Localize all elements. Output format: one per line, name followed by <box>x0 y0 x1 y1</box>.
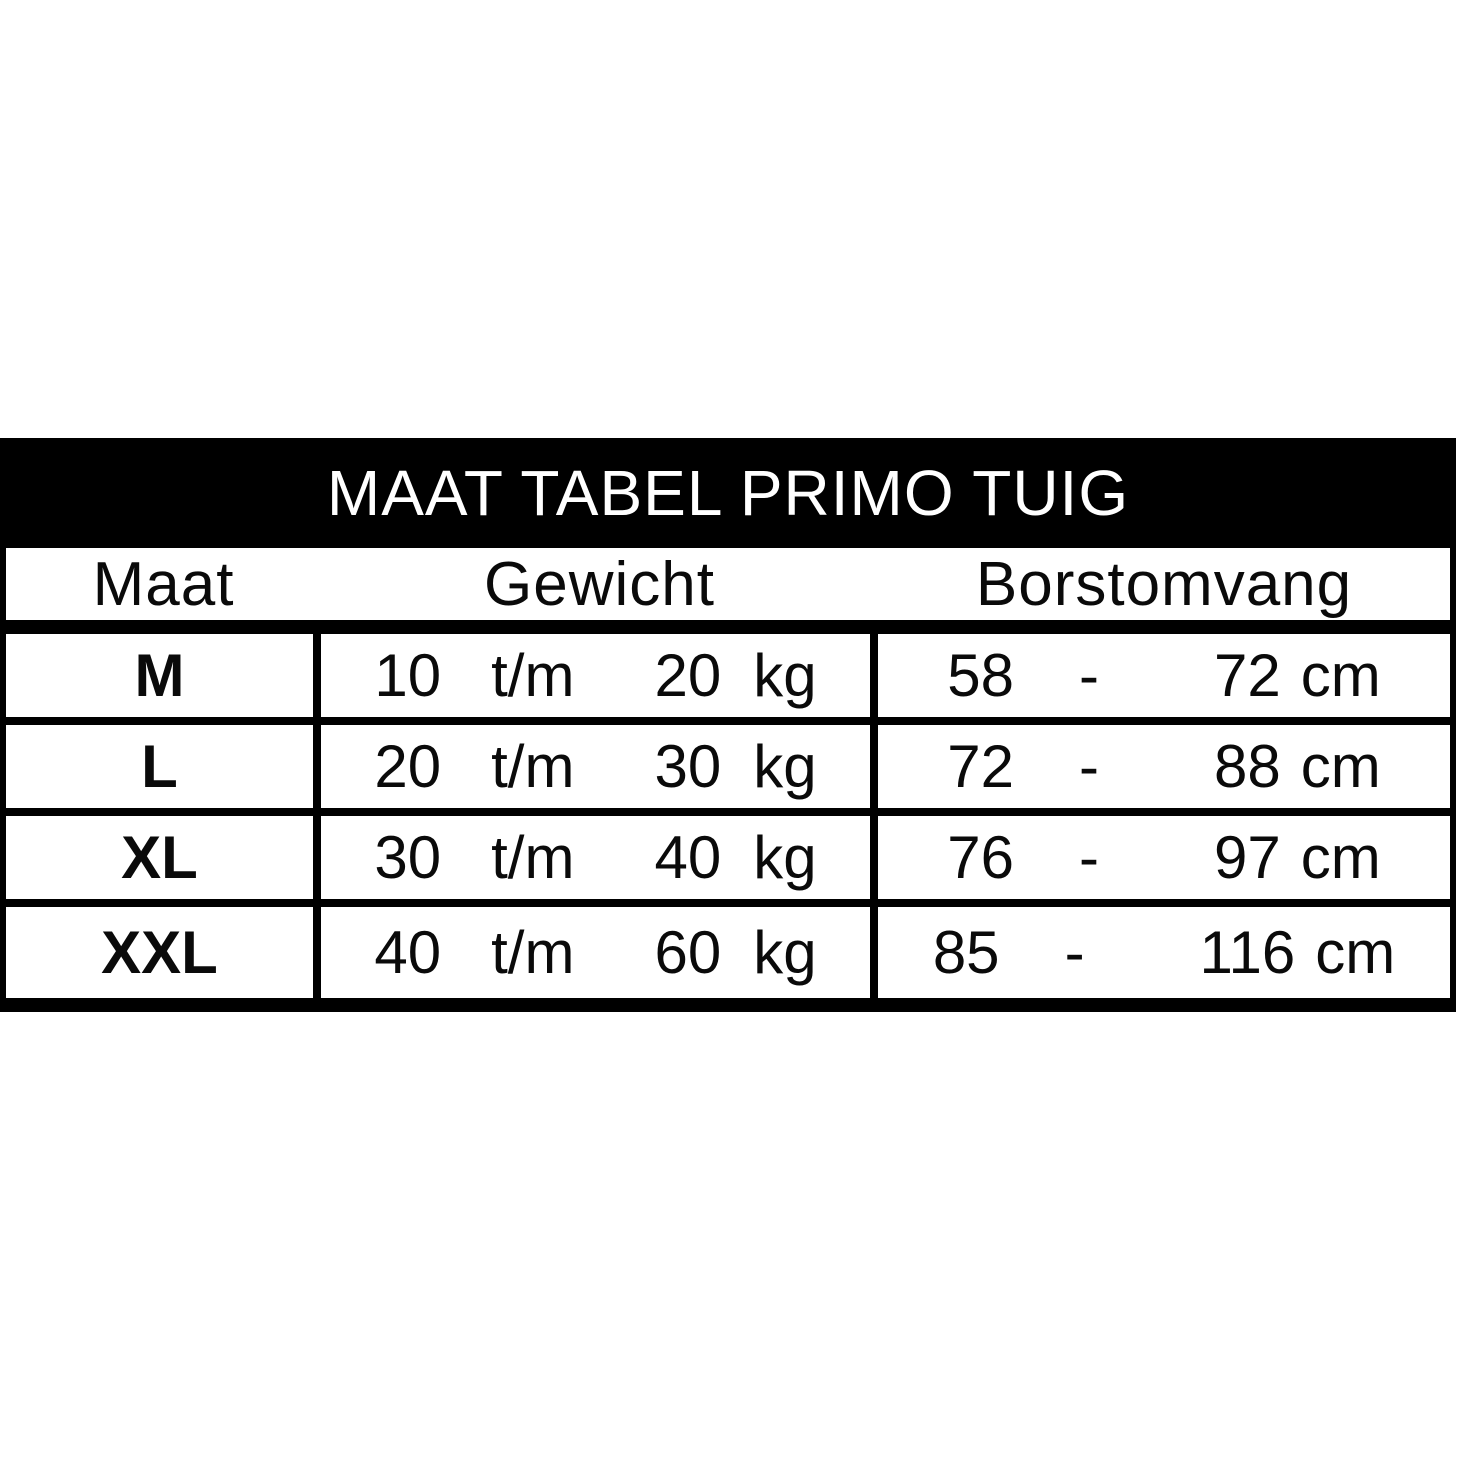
chest-separator: - <box>1079 733 1099 800</box>
weight-from: 20 <box>374 733 442 800</box>
chest-to: 88 <box>1214 733 1281 800</box>
weight-separator: t/m <box>491 642 575 709</box>
weight-from: 30 <box>374 824 442 891</box>
weight-unit: kg <box>753 824 817 891</box>
table-row <box>6 907 1450 998</box>
weight-cell <box>321 816 878 899</box>
chest-separator: - <box>1079 642 1099 709</box>
chest-cell <box>878 725 1450 808</box>
weight-unit: kg <box>753 733 817 800</box>
chest-cell <box>878 634 1450 717</box>
weight-unit: kg <box>753 919 817 986</box>
weight-cell <box>321 725 878 808</box>
size-cell: M <box>6 634 321 717</box>
size-cell: L <box>6 725 321 808</box>
chest-unit: cm <box>1300 642 1381 709</box>
size-table <box>0 438 1456 1012</box>
weight-to: 30 <box>654 733 722 800</box>
chest-to: 97 <box>1214 824 1281 891</box>
weight-separator: t/m <box>491 919 575 986</box>
weight-unit: kg <box>753 642 817 709</box>
weight-separator: t/m <box>491 733 575 800</box>
table-body <box>0 548 1456 1012</box>
chest-from: 76 <box>947 824 1015 891</box>
chest-cell <box>878 816 1450 899</box>
header-chest: Borstomvang <box>975 549 1353 619</box>
weight-cell <box>321 907 878 998</box>
chest-unit: cm <box>1315 919 1396 986</box>
weight-to: 40 <box>654 824 722 891</box>
weight-to: 60 <box>654 919 722 986</box>
chest-to: 72 <box>1214 642 1281 709</box>
size-cell: XL <box>6 816 321 899</box>
table-row <box>6 816 1450 907</box>
chest-from: 72 <box>947 733 1015 800</box>
chest-from: 85 <box>932 919 1000 986</box>
weight-to: 20 <box>654 642 722 709</box>
header-weight: Gewicht <box>484 549 715 619</box>
chest-from: 58 <box>947 642 1015 709</box>
weight-separator: t/m <box>491 824 575 891</box>
chest-separator: - <box>1064 919 1085 986</box>
chest-cell <box>878 907 1450 998</box>
weight-from: 40 <box>374 919 442 986</box>
header-size: Maat <box>92 549 235 619</box>
table-row <box>6 725 1450 816</box>
chest-separator: - <box>1079 824 1099 891</box>
table-row <box>6 634 1450 725</box>
chest-to: 116 <box>1199 919 1296 986</box>
header-row <box>6 548 1450 634</box>
table-title-bar <box>0 438 1456 548</box>
chest-unit: cm <box>1300 824 1381 891</box>
table-title: MAAT TABEL PRIMO TUIG <box>326 457 1130 529</box>
chest-unit: cm <box>1300 733 1381 800</box>
weight-cell <box>321 634 878 717</box>
size-cell: XXL <box>6 907 321 998</box>
weight-from: 10 <box>374 642 442 709</box>
